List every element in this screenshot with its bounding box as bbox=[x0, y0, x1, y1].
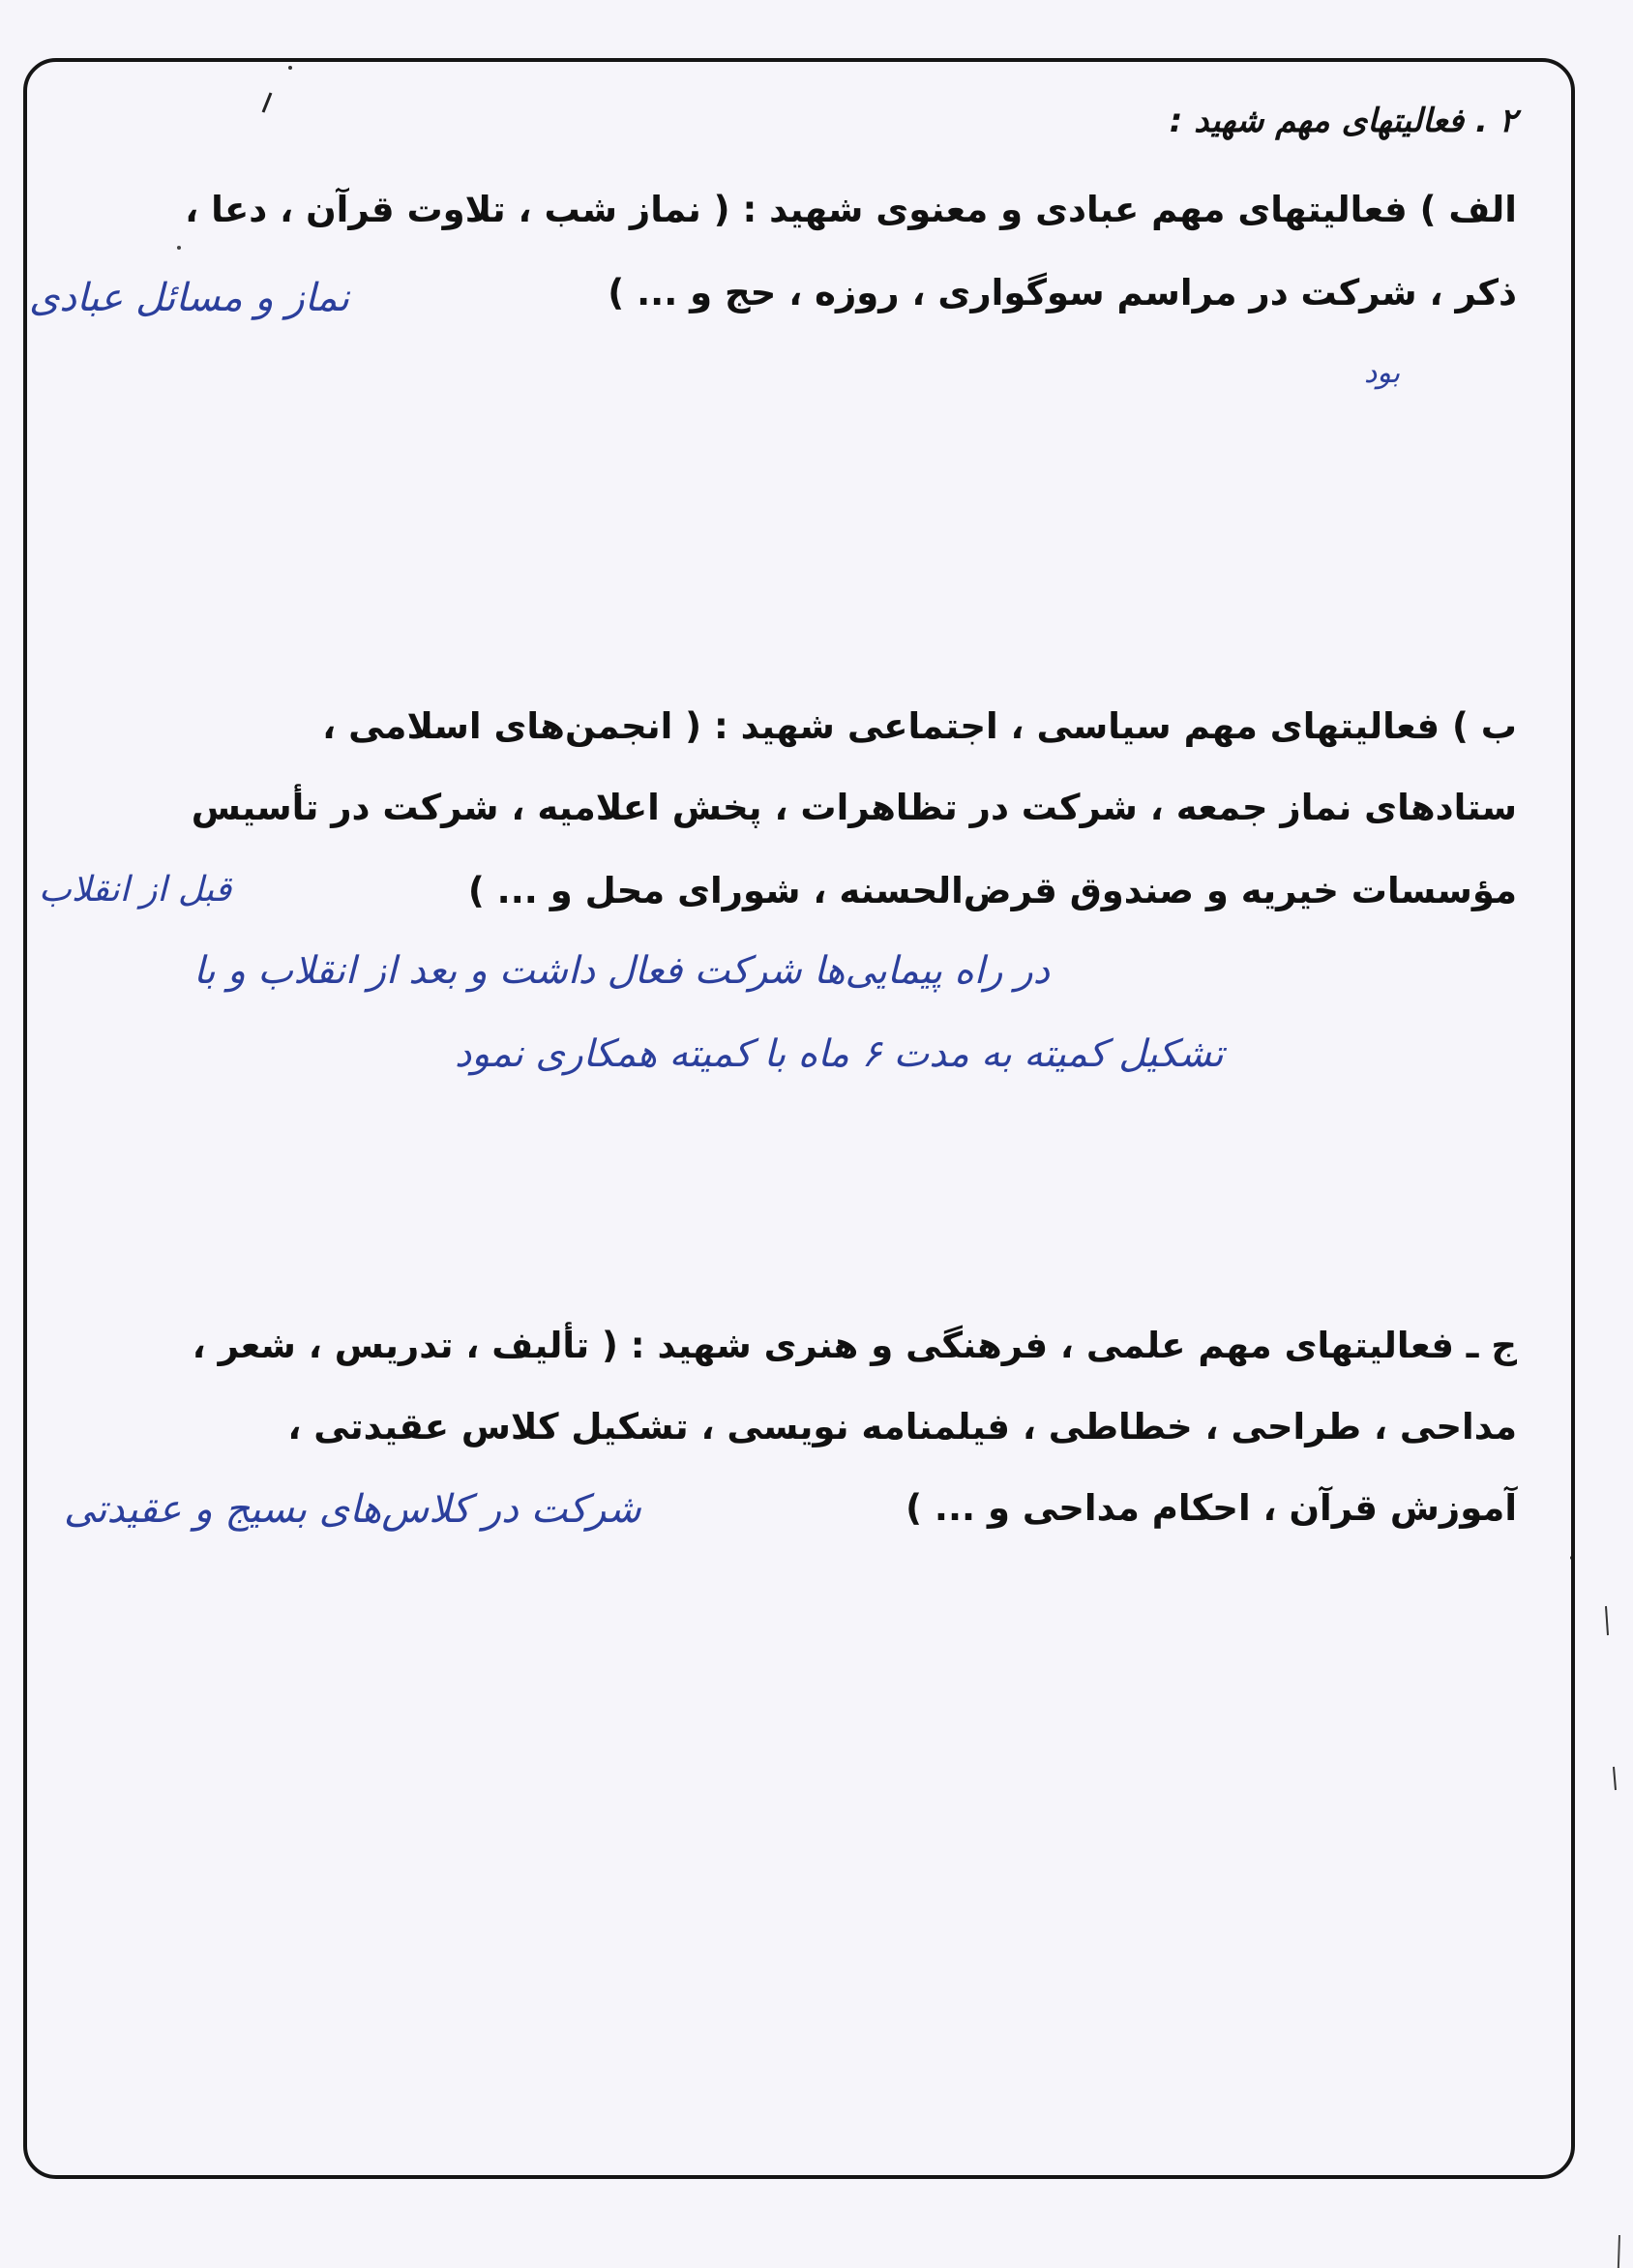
section-c-line-1: ج ـ فعالیتهای مهم علمی ، فرهنگی و هنری شهید : ( تألیف ، تدریس ، شعر ، bbox=[192, 1325, 1517, 1366]
section-a-line-2-text: ذکر ، شرکت در مراسم سوگواری ، روزه ، حج و ... ) bbox=[608, 272, 1517, 313]
stray-mark bbox=[1618, 2235, 1619, 2268]
handwriting-note-a1: نماز و مسائل عبادی bbox=[29, 276, 350, 320]
handwriting-note-b3: تشکیل کمیته به مدت ۶ ماه با کمیته همکاری نمود bbox=[455, 1032, 1224, 1076]
section-b-line-3 bbox=[468, 867, 1517, 915]
section-b-line-1: ب ) فعالیتهای مهم سیاسی ، اجتماعی شهید : ( انجمن‌های اسلامی ، bbox=[322, 705, 1517, 747]
section-b-line-3-text: مؤسسات خیریه و صندوق قرض‌الحسنه ، شورای محل و ... ) bbox=[467, 870, 1517, 911]
section-a-line-2 bbox=[608, 269, 1517, 317]
section-heading: ۲ . فعالیتهای مهم شهید : bbox=[1169, 102, 1517, 140]
handwriting-note-c1: شرکت در کلاس‌های بسیج و عقیدتی bbox=[64, 1487, 641, 1532]
section-b-line-2: ستادهای نماز جمعه ، شرکت در تظاهرات ، پخش اعلامیه ، شرکت در تأسیس bbox=[191, 787, 1517, 828]
page-border bbox=[23, 58, 1575, 2179]
section-c-line-3 bbox=[906, 1484, 1517, 1533]
stray-mark bbox=[1606, 1606, 1608, 1635]
handwriting-note-a2: بود bbox=[1364, 356, 1401, 390]
section-c-line-3-text: آموزش قرآن ، احکام مداحی و ... ) bbox=[906, 1487, 1517, 1529]
section-a-line-1: الف ) فعالیتهای مهم عبادی و معنوی شهید : ( نماز شب ، تلاوت قرآن ، دعا ، bbox=[185, 189, 1517, 230]
handwriting-note-b2: در راه پیمایی‌ها شرکت فعال داشت و بعد از انقلاب و با bbox=[193, 949, 1051, 993]
handwriting-note-b1: قبل از انقلاب bbox=[39, 870, 232, 910]
section-c-line-2: مداحی ، طراحی ، خطاطی ، فیلمنامه نویسی ، تشکیل کلاس عقیدتی ، bbox=[287, 1406, 1517, 1447]
stray-mark bbox=[1614, 1767, 1616, 1790]
